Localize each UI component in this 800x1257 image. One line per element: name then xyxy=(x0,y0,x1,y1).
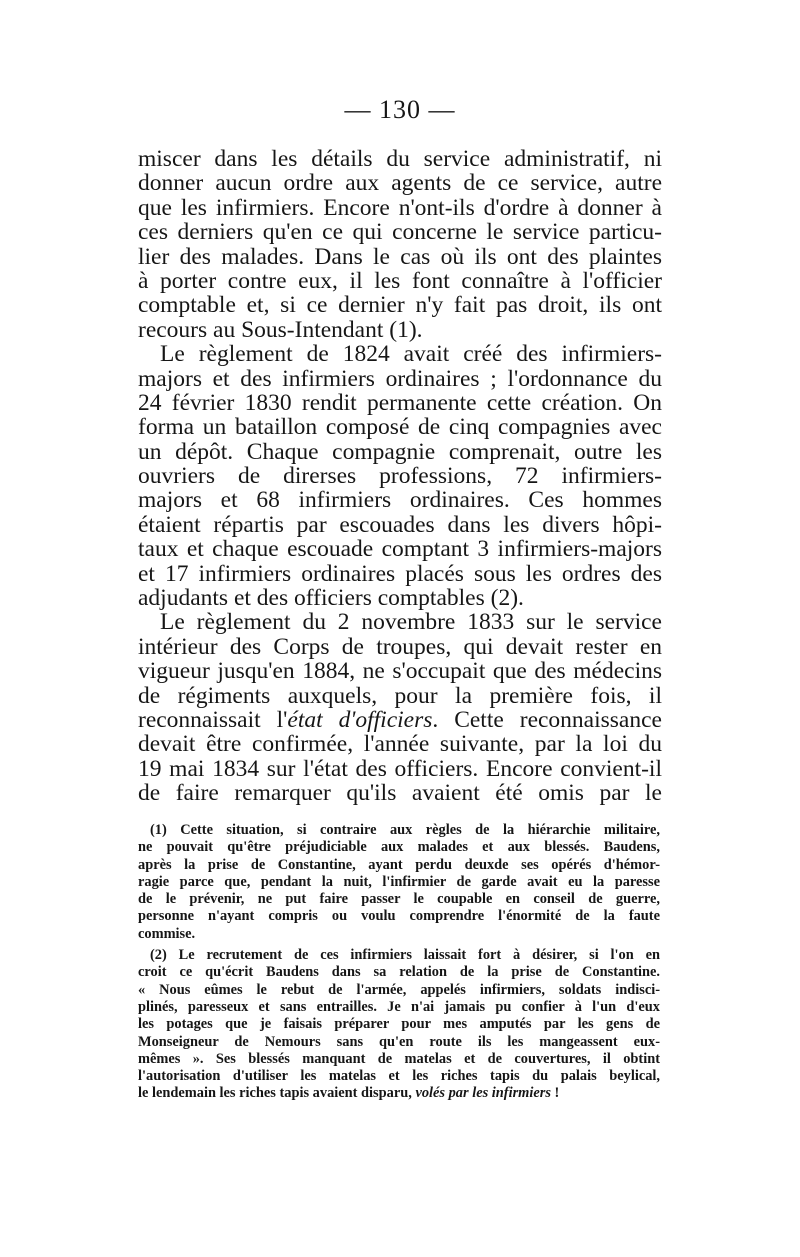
footnote-line: (2) Le recrutement de ces infirmiers laissait fort à désirer, si l'on en xyxy=(150,947,660,964)
footnote-line: ne pouvait qu'être préjudiciable aux malades et aux blessés. Baudens, xyxy=(138,839,660,856)
text-run: reconnaissait l' xyxy=(138,706,288,733)
footnote-line xyxy=(138,1085,660,1102)
italic-run: volés par les infirmiers xyxy=(415,1085,551,1102)
body-line: donner aucun ordre aux agents de ce service, autre xyxy=(138,170,662,197)
footnote-line: de le prévenir, ne put faire passer le coupable en conseil de guerre, xyxy=(138,891,660,908)
footnote-line: après la prise de Constantine, ayant perdu deuxde ses opérés d'hémor- xyxy=(138,856,660,873)
body-line: lier des malades. Dans le cas où ils ont des plaintes xyxy=(138,243,662,270)
body-line: comptable et, si ce dernier n'y fait pas droit, ils ont xyxy=(138,292,662,319)
body-text xyxy=(138,147,662,806)
body-line xyxy=(138,708,662,732)
body-line: devait être confirmée, l'année suivante, par la loi du xyxy=(138,731,662,758)
body-line: majors et 68 infirmiers ordinaires. Ces hommes xyxy=(138,487,662,514)
body-line: recours au Sous-Intendant (1). xyxy=(138,316,423,343)
body-line: intérieur des Corps de troupes, qui devait rester en xyxy=(138,633,662,660)
body-line: que les infirmiers. Encore n'ont-ils d'ordre à donner à xyxy=(138,194,662,221)
body-line: de régiments auxquels, pour la première fois, il xyxy=(138,682,662,709)
text-run: . Cette reconnaissance xyxy=(432,706,662,733)
body-line: à porter contre eux, il les font connaître à l'officier xyxy=(138,267,662,294)
footnote-line: ragie parce que, pendant la nuit, l'infirmier de garde avait eu la paresse xyxy=(138,873,660,890)
body-line: de faire remarquer qu'ils avaient été omis par le xyxy=(138,780,662,807)
footnote-line: « Nous eûmes le rebut de l'armée, appelés infirmiers, soldats indisci- xyxy=(138,981,660,998)
body-line: adjudants et des officiers comptables (2). xyxy=(138,585,524,612)
footnote-line: personne n'ayant compris ou voulu comprendre l'énormité de la faute xyxy=(138,908,660,925)
body-line: 24 février 1830 rendit permanente cette création. On xyxy=(138,389,662,416)
body-line: ouvriers de direrses professions, 72 infirmiers- xyxy=(138,463,662,490)
footnote-line: plinés, paresseux et sans entrailles. Je n'ai jamais pu confier à l'un d'eux xyxy=(138,998,660,1015)
body-line: étaient répartis par escouades dans les divers hôpi- xyxy=(138,511,662,538)
footnote-line: commise. xyxy=(138,925,196,942)
body-line: Le règlement du 2 novembre 1833 sur le service xyxy=(160,609,662,636)
body-line: un dépôt. Chaque compagnie comprenait, outre les xyxy=(138,438,662,465)
page-number: — 130 — xyxy=(344,95,456,124)
footnote-line: (1) Cette situation, si contraire aux règles de la hiérarchie militaire, xyxy=(150,822,660,838)
footnote-line: Monseigneur de Nemours sans qu'en route ils les mangeassent eux- xyxy=(138,1033,660,1050)
footnote xyxy=(138,947,660,1103)
body-line: ces derniers qu'en ce qui concerne le service particu- xyxy=(138,219,662,246)
body-line: miscer dans les détails du service administratif, ni xyxy=(138,146,662,172)
footnotes xyxy=(138,822,660,1103)
footnote-line: les potages que je faisais préparer pour mes amputés par les gens de xyxy=(138,1016,660,1033)
body-line: majors et des infirmiers ordinaires ; l'ordonnance du xyxy=(138,365,662,392)
body-line: forma un bataillon composé de cinq compagnies avec xyxy=(138,414,662,441)
footnote xyxy=(138,822,660,943)
footnote-line: l'autorisation d'utiliser les matelas et les riches tapis du palais beylical, xyxy=(138,1068,660,1085)
footnote-line: croit ce qu'écrit Baudens dans sa relation de la prise de Constantine. xyxy=(138,964,660,981)
body-line: 19 mai 1834 sur l'état des officiers. Encore convient-il xyxy=(138,755,662,782)
body-line: et 17 infirmiers ordinaires placés sous les ordres des xyxy=(138,560,662,587)
text-run: ! xyxy=(550,1085,560,1102)
body-line: vigueur jusqu'en 1884, ne s'occupait que des médecins xyxy=(138,658,662,685)
body-line: taux et chaque escouade comptant 3 infirmiers-majors xyxy=(138,536,662,563)
footnote-line: mêmes ». Ses blessés manquant de matelas et de couvertures, il obtint xyxy=(138,1050,660,1067)
text-run: le lendemain les riches tapis avaient disparu, xyxy=(138,1085,416,1102)
body-line: Le règlement de 1824 avait créé des infirmiers- xyxy=(160,341,662,368)
italic-run: état d'officiers xyxy=(287,706,433,733)
